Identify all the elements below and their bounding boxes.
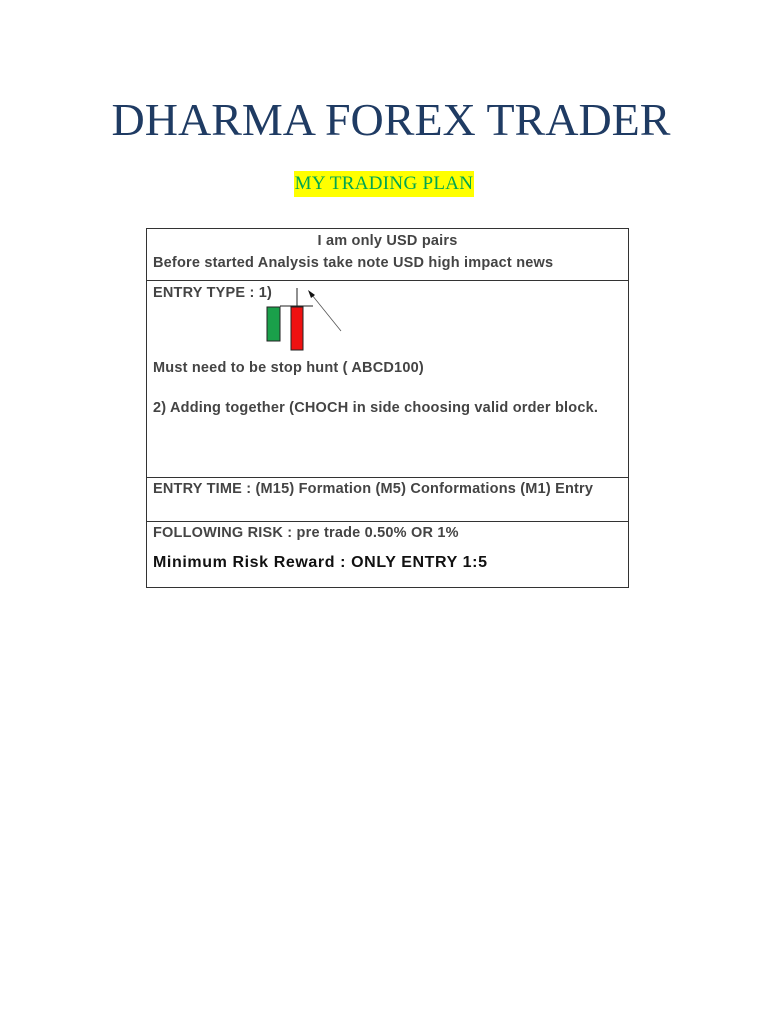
entry-time-rule: ENTRY TIME : (M15) Formation (M5) Conformations (M1) Entry [153, 481, 594, 497]
subtitle: MY TRADING PLAN [294, 171, 475, 197]
arrow-line [312, 295, 341, 331]
trading-plan-table [146, 228, 629, 588]
plan-row-risk [147, 522, 628, 587]
page-title: DHARMA FOREX TRADER [111, 94, 671, 145]
candlestick-illustration [257, 285, 347, 355]
usd-news-note: Before started Analysis take note USD high impact news [153, 255, 554, 271]
plan-row-pairs [147, 229, 628, 281]
plan-row-entry-time [147, 478, 628, 522]
usd-pairs-note: I am only USD pairs [317, 233, 458, 249]
bearish-candle [291, 307, 303, 350]
adding-together-rule: 2) Adding together (CHOCH in side choosing valid order block. [153, 400, 599, 416]
risk-reward-rule: Minimum Risk Reward : ONLY ENTRY 1:5 [153, 554, 488, 571]
entry-type-label: ENTRY TYPE : 1) [153, 285, 273, 301]
plan-row-entry-type [147, 281, 628, 478]
bullish-candle [267, 307, 280, 341]
following-risk-rule: FOLLOWING RISK : pre trade 0.50% OR 1% [153, 525, 459, 541]
stop-hunt-rule: Must need to be stop hunt ( ABCD100) [153, 360, 424, 376]
subtitle-container [0, 171, 768, 197]
